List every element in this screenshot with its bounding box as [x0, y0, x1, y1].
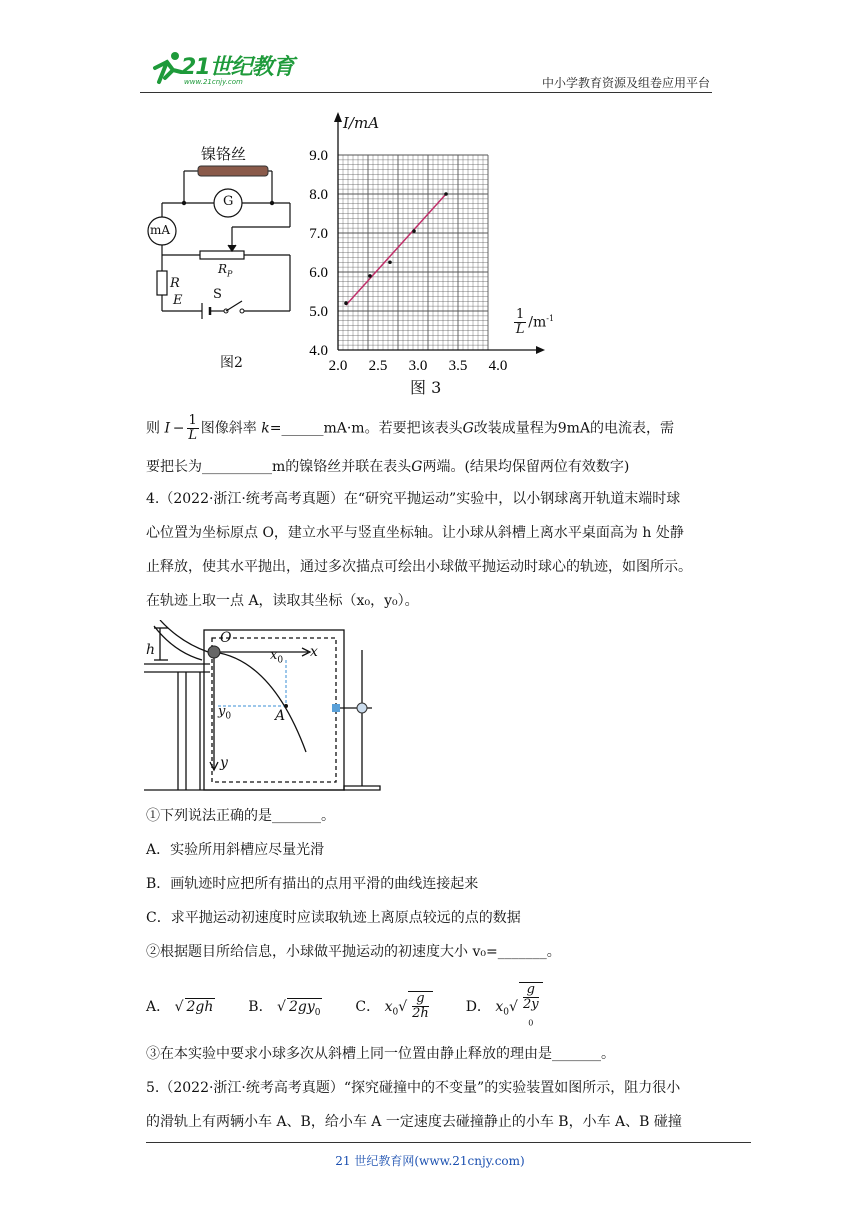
x-tick-label: 4.0 — [488, 358, 508, 374]
data-point — [368, 274, 372, 278]
y-tick-label: 5.0 — [309, 304, 328, 320]
fig-y0-label: $y_0$ — [218, 704, 232, 722]
data-point — [444, 192, 448, 196]
projectile-apparatus-diagram — [140, 620, 400, 795]
y-tick-label: 8.0 — [309, 187, 328, 203]
data-point — [388, 260, 392, 264]
fig-point-a-label: A — [275, 708, 286, 724]
logo-text: 21世纪教育 — [181, 55, 294, 80]
rheostat-label: $R_P$ — [218, 262, 233, 279]
emf-label: E — [173, 293, 183, 308]
fig-origin-label: O — [220, 630, 232, 646]
x-axis-arrow — [536, 346, 545, 354]
q4-option-c: C．求平抛运动初速度时应读取轨迹上离原点较远的点的数据 — [146, 910, 521, 926]
q4-sub1: ①下列说法正确的是_______。 — [146, 808, 335, 824]
header-divider — [140, 92, 712, 93]
q4-sub2: ②根据题目所给信息，小球做平抛运动的初速度大小 v₀=_______。 — [146, 944, 561, 960]
q4-stem-line-1: 4.（2022·浙江·统考高考真题）在“研究平抛运动”实验中，以小钢球离开轨道末端时球 — [146, 491, 681, 507]
q5-stem-line-1: 5.（2022·浙江·统考高考真题）“探究碰撞中的不变量”的实验装置如图所示，阻力很小 — [146, 1080, 681, 1096]
q4-sub3: ③在本实验中要求小球多次从斜槽上同一位置由静止释放的理由是_______。 — [146, 1046, 615, 1062]
y-tick-label: 6.0 — [309, 265, 328, 281]
switch-label: S — [213, 287, 222, 302]
x-tick-label: 3.0 — [408, 358, 428, 374]
y-axis-label: I/mA — [343, 114, 380, 132]
q5-stem-line-2: 的滑轨上有两辆小车 A、B，给小车 A 一定速度去碰撞静止的小车 B，小车 A、B 碰撞 — [146, 1114, 682, 1130]
resistor-label: R — [170, 276, 180, 291]
fig3-caption: 图 3 — [410, 378, 442, 397]
q4-option-a: A．实验所用斜槽应尽量光滑 — [146, 842, 325, 858]
fit-line — [346, 194, 446, 305]
q4-choices-row: A． √ 2gh B． √ $2gy_0$ C． $x_0√$ $\frac{g}{2h}$ D． $x_0√$ g 2y $_0$ — [146, 982, 543, 1031]
header-platform-text: 中小学教育资源及组卷应用平台 — [541, 76, 710, 90]
y-tick-label: 9.0 — [309, 148, 328, 164]
x-tick-label: 3.5 — [448, 358, 468, 374]
footer-text: 21 世纪教育网(www.21cnjy.com) — [335, 1154, 525, 1168]
q3-slope-line: 则 I − $\frac{1}{L}$ 图像斜率 k=______mA·m。若要把该表头G改装成量程为9mA的电流表，需 — [146, 413, 675, 443]
q4-stem-line-3: 止释放，使其水平抛出，通过多次描点可绘出小球做平抛运动时球心的轨迹，如图所示。 — [146, 559, 692, 575]
y-tick-label: 7.0 — [309, 226, 328, 242]
wire-label: 镍铬丝 — [201, 145, 247, 163]
q3-length-line: 要把长为__________m的镍铬丝并联在表头G两端。(结果均保留两位有效数字) — [146, 459, 630, 475]
y-axis-arrow — [334, 112, 342, 122]
x-tick-label: 2.0 — [328, 358, 348, 374]
q4-stem-line-4: 在轨迹上取一点 A，读取其坐标（x₀，y₀）。 — [146, 593, 419, 609]
runner-logo-icon — [145, 48, 185, 88]
fig2-caption: 图2 — [220, 355, 243, 371]
data-point — [412, 229, 416, 233]
q4-stem-line-2: 心位置为坐标原点 O，建立水平与竖直坐标轴。让小球从斜槽上离水平桌面高为 h 处静 — [146, 525, 684, 541]
circuit-diagram — [140, 135, 310, 345]
resistor-symbol — [157, 271, 167, 295]
x-axis-label: $\frac{1}{L}$ $/m^{-1}$ — [515, 307, 555, 337]
q4-option-b: B．画轨迹时应把所有描出的点用平滑的曲线连接起来 — [146, 876, 479, 892]
fig-x-axis-label: x — [310, 644, 318, 660]
fig-h-label: h — [146, 642, 156, 658]
x-tick-label: 2.5 — [368, 358, 388, 374]
galvanometer-label: G — [223, 194, 234, 209]
fig-y-axis-label: y — [220, 755, 228, 771]
milliammeter-label: mA — [150, 223, 171, 237]
current-vs-inverse-length-chart — [290, 110, 560, 400]
logo-url: www.21cnjy.com — [184, 78, 243, 86]
data-point — [344, 301, 348, 305]
rheostat-symbol — [200, 251, 244, 259]
footer-divider — [146, 1142, 751, 1143]
nichrome-wire — [198, 166, 268, 176]
fig-x0-label: $x_0$ — [270, 648, 284, 666]
y-tick-label: 4.0 — [309, 343, 328, 359]
